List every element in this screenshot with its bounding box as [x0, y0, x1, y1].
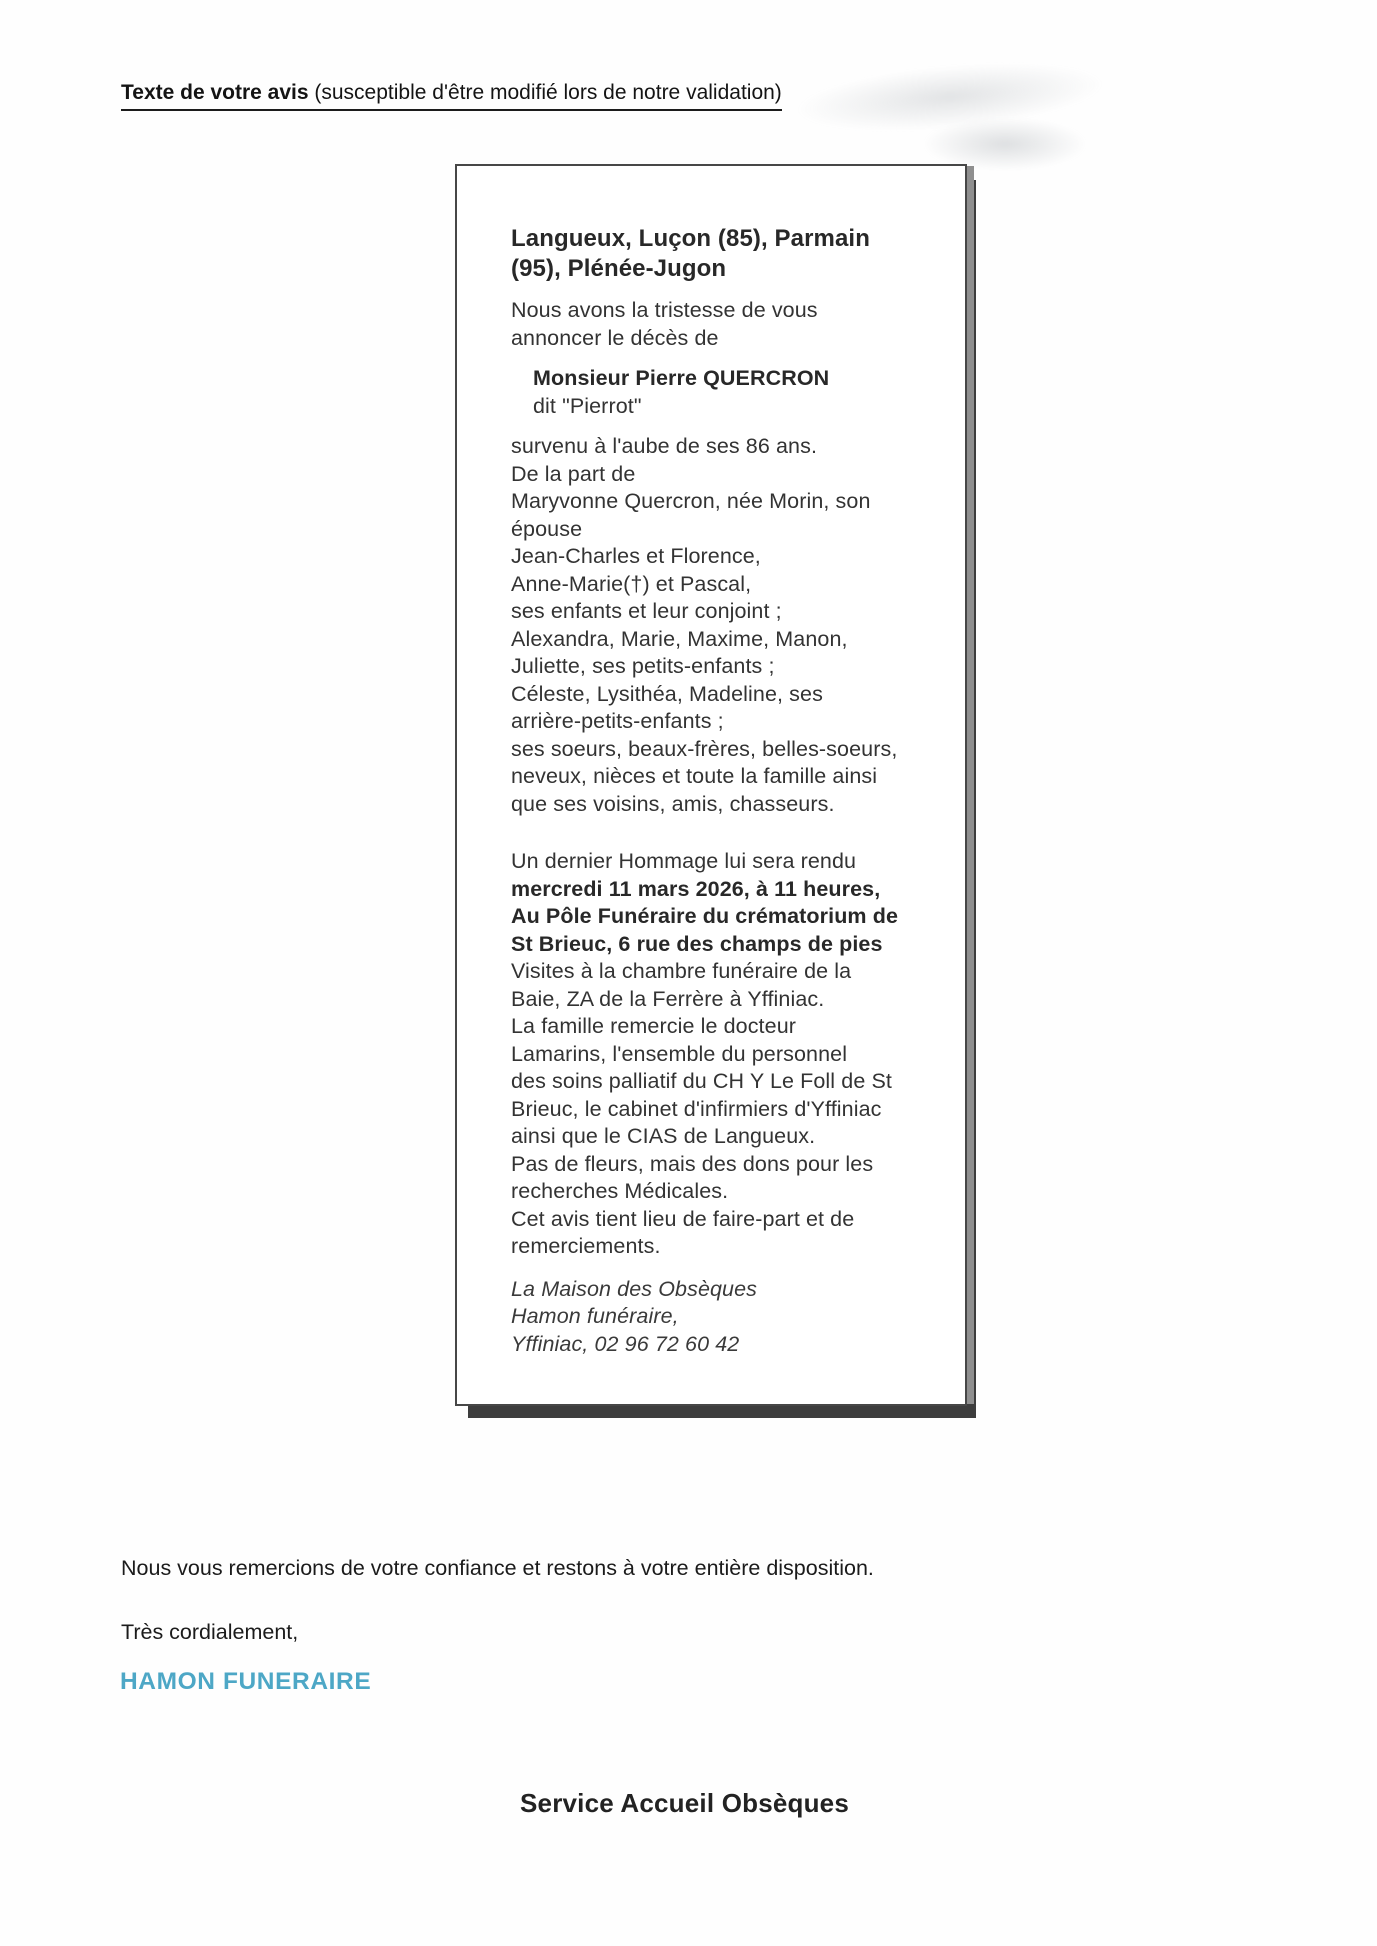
service-department-text: Service Accueil Obsèques: [520, 1788, 850, 1818]
card-text-line: Hamon funéraire,: [511, 1304, 679, 1328]
card-text-line: La Maison des Obsèques: [511, 1276, 758, 1301]
card-text-line: Un dernier Hommage lui sera rendu: [511, 849, 857, 873]
deceased-name: [533, 365, 949, 420]
notice-card-content: [457, 166, 965, 1358]
card-text-line: De la part de: [511, 461, 636, 486]
card-text-line: mercredi 11 mars 2026, à 11 heures,: [511, 876, 881, 901]
card-text-line: ses enfants et leur conjoint ;: [511, 599, 782, 623]
card-text-line: neveux, nièces et toute la famille ainsi: [511, 764, 878, 788]
card-text-line: Au Pôle Funéraire du crématorium de: [511, 904, 899, 928]
card-text-line: remerciements.: [511, 1234, 661, 1258]
card-text-line: Juliette, ses petits-enfants ;: [511, 654, 775, 678]
card-text-line: St Brieuc, 6 rue des champs de pies: [511, 931, 883, 956]
ceremony-details: [511, 848, 949, 1261]
card-text-line: La famille remercie le docteur: [511, 1014, 797, 1038]
closing-thanks-text: Nous vous remercions de votre confiance et restons à votre entière disposition.: [121, 1556, 874, 1580]
card-text-line: Anne-Marie(†) et Pascal,: [511, 571, 752, 596]
notice-header-subtitle: (susceptible d'être modifié lors de notre validation): [308, 81, 782, 104]
card-text-line: Maryvonne Quercron, née Morin, son: [511, 489, 871, 513]
notice-header-title: Texte de votre avis: [121, 81, 309, 104]
card-text-line: Pas de fleurs, mais des dons pour les: [511, 1151, 874, 1176]
card-text-line: arrière-petits-enfants ;: [511, 709, 724, 733]
card-text-line: Jean-Charles et Florence,: [511, 544, 761, 568]
card-text-line: que ses voisins, amis, chasseurs.: [511, 791, 835, 816]
scan-smudge-artifact: [925, 118, 1085, 170]
card-text-line: recherches Médicales.: [511, 1179, 729, 1203]
card-text-line: Lamarins, l'ensemble du personnel: [511, 1041, 848, 1066]
locations-heading: [511, 224, 949, 284]
card-text-line: Visites à la chambre funéraire de la: [511, 959, 852, 983]
card-text-line: Nous avons la tristesse de vous: [511, 298, 818, 322]
card-text-line: épouse: [511, 516, 583, 541]
card-text-line: ainsi que le CIAS de Langueux.: [511, 1124, 816, 1148]
card-text-line: Langueux, Luçon (85), Parmain: [511, 225, 870, 252]
card-text-line: dit "Pierrot": [533, 393, 642, 418]
card-text-line: ses soeurs, beaux-frères, belles-soeurs,: [511, 736, 898, 761]
card-text-line: Alexandra, Marie, Maxime, Manon,: [511, 626, 848, 651]
closing-salutation-text: Très cordialement,: [121, 1620, 299, 1644]
card-text-line: Baie, ZA de la Ferrère à Yffiniac.: [511, 986, 825, 1011]
company-name-text: HAMON FUNERAIRE: [120, 1668, 372, 1695]
card-text-line: survenu à l'aube de ses 86 ans.: [511, 434, 818, 458]
funeral-home-signature: [511, 1276, 949, 1359]
notice-header: [121, 80, 782, 111]
obituary-notice-card: [455, 164, 967, 1406]
family-list: [511, 433, 949, 818]
card-text-line: Céleste, Lysithéa, Madeline, ses: [511, 681, 823, 706]
card-text-line: Cet avis tient lieu de faire-part et de: [511, 1206, 855, 1231]
card-text-line: Brieuc, le cabinet d'infirmiers d'Yffiniac: [511, 1096, 882, 1121]
card-text-line: (95), Plénée-Jugon: [511, 255, 727, 282]
card-text-line: des soins palliatif du CH Y Le Foll de St: [511, 1069, 892, 1093]
intro-sentence: [511, 297, 949, 352]
card-text-line: annoncer le décès de: [511, 325, 719, 350]
card-text-line: Monsieur Pierre QUERCRON: [533, 366, 830, 390]
card-text-line: Yffiniac, 02 96 72 60 42: [511, 1331, 740, 1356]
